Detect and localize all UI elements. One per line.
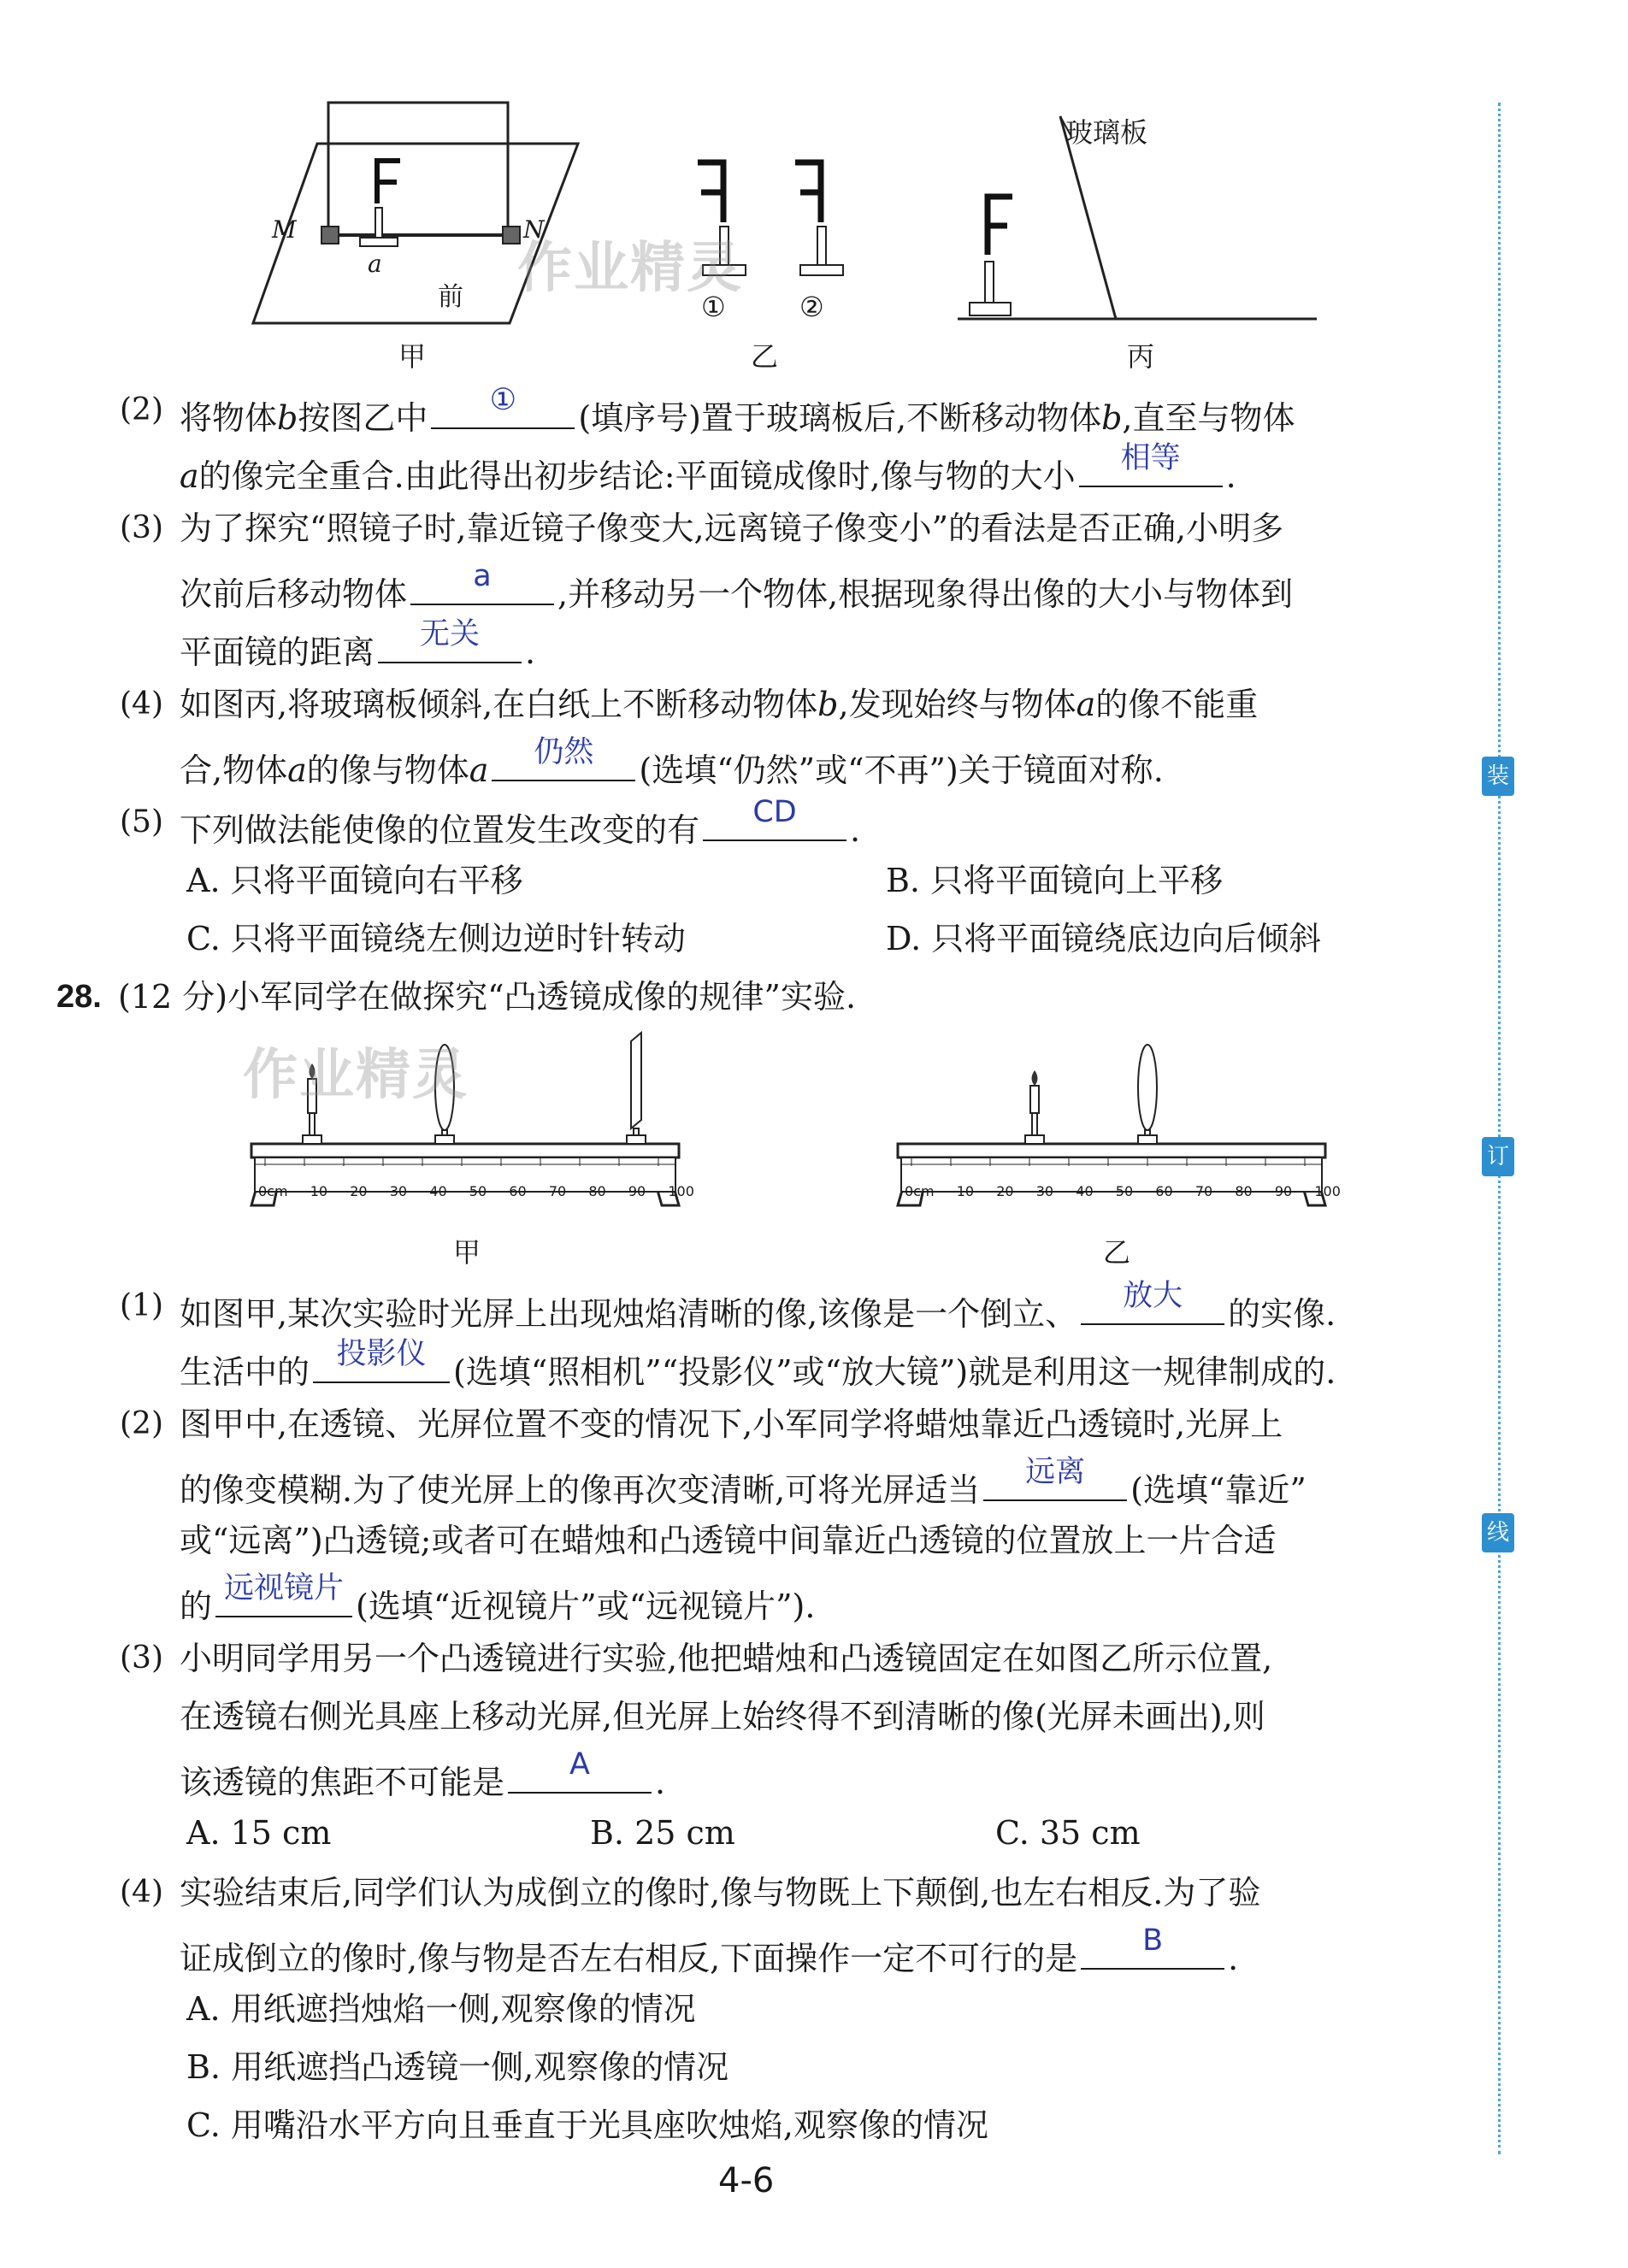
caption-jia: 甲 bbox=[398, 340, 427, 373]
q27-p4-line2: 合,物体a的像与物体a 仍然 (选填“仍然”或“不再”)关于镜面对称. bbox=[180, 735, 1164, 789]
q27-option-b: B. 只将平面镜向上平移 bbox=[886, 862, 1224, 899]
q28-p3-line3: 该透镜的焦距不可能是 A . bbox=[180, 1747, 666, 1801]
tick-label: 40 bbox=[429, 1183, 447, 1199]
label-glass: 玻璃板 bbox=[1065, 116, 1148, 149]
q28-p4-option-a: A. 用纸遮挡烛焰一侧,观察像的情况 bbox=[186, 1990, 696, 2028]
tick-label: 100 bbox=[668, 1183, 694, 1199]
answer-blank[interactable]: 远离 bbox=[983, 1460, 1127, 1501]
q27-option-c: C. 只将平面镜绕左侧边逆时针转动 bbox=[186, 920, 686, 957]
q27-p4-num: (4) bbox=[120, 686, 163, 722]
q28-p2-line4: 的 远视镜片 (选填“近视镜片”或“远视镜片”). bbox=[180, 1571, 816, 1625]
tick-label: 100 bbox=[1314, 1183, 1341, 1199]
tick-label: 40 bbox=[1076, 1183, 1094, 1199]
watermark-2: 作业精灵 bbox=[243, 1044, 469, 1107]
answer-blank[interactable]: 仍然 bbox=[492, 740, 635, 781]
q28-p3-line2: 在透镜右侧光具座上移动光屏,但光屏上始终得不到清晰的像(光屏未画出),则 bbox=[180, 1698, 1265, 1735]
q28-p4-num: (4) bbox=[120, 1875, 163, 1910]
tick-label: 10 bbox=[310, 1183, 328, 1199]
label-a: a bbox=[368, 250, 382, 278]
label-front: 前 bbox=[438, 282, 463, 312]
q27-p5-num: (5) bbox=[120, 804, 163, 839]
tick-label: 0cm bbox=[258, 1183, 288, 1199]
label-circle-2: ② bbox=[799, 291, 824, 323]
tick-label: 80 bbox=[1235, 1183, 1253, 1199]
q27-p3-num: (3) bbox=[120, 510, 163, 545]
caption-yi: 乙 bbox=[751, 340, 779, 373]
tick-label: 50 bbox=[469, 1183, 487, 1199]
answer-blank[interactable]: 远视镜片 bbox=[215, 1576, 352, 1617]
answer-blank[interactable]: a bbox=[410, 564, 554, 605]
side-tab-xian: 线 bbox=[1482, 1513, 1514, 1552]
q28-p1-line2: 生活中的 投影仪 (选填“照相机”“投影仪”或“放大镜”)就是利用这一规律制成的. bbox=[180, 1337, 1336, 1391]
q27-p2-line1: 将物体b按图乙中 ① (填序号)置于玻璃板后,不断移动物体b,直至与物体 bbox=[180, 383, 1295, 437]
tick-label: 90 bbox=[628, 1183, 646, 1199]
q27-p3-line1: 为了探究“照镜子时,靠近镜子像变大,远离镜子像变小”的看法是否正确,小明多 bbox=[180, 510, 1284, 547]
q27-p4-line1: 如图丙,将玻璃板倾斜,在白纸上不断移动物体b,发现始终与物体a的像不能重 bbox=[180, 686, 1259, 723]
q28-p3-line1: 小明同学用另一个凸透镜进行实验,他把蜡烛和凸透镜固定在如图乙所示位置, bbox=[180, 1640, 1273, 1677]
page-number: 4-6 bbox=[718, 2161, 775, 2200]
q28-p2-num: (2) bbox=[120, 1406, 163, 1441]
answer-blank[interactable]: B bbox=[1081, 1929, 1224, 1970]
tick-label: 50 bbox=[1115, 1183, 1134, 1199]
q27-p3-line2: 次前后移动物体 a ,并移动另一个物体,根据现象得出像的大小与物体到 bbox=[180, 559, 1294, 613]
tick-label: 20 bbox=[350, 1183, 368, 1199]
q28-p2-line1: 图甲中,在透镜、光屏位置不变的情况下,小军同学将蜡烛靠近凸透镜时,光屏上 bbox=[180, 1405, 1283, 1443]
caption-bing: 丙 bbox=[1127, 340, 1155, 373]
q28-p3-option-c: C. 35 cm bbox=[995, 1814, 1141, 1852]
q28-p4-line2: 证成倒立的像时,像与物是否左右相反,下面操作一定不可行的是 B . bbox=[180, 1923, 1239, 1977]
answer-blank[interactable]: 相等 bbox=[1079, 446, 1223, 487]
label-m: M bbox=[272, 215, 297, 244]
ruler-labels-jia bbox=[258, 1183, 694, 1199]
q28-intro: (12 分)小军同学在做探究“凸透镜成像的规律”实验. bbox=[118, 978, 857, 1016]
side-tab-ding: 订 bbox=[1482, 1137, 1514, 1176]
q28-p3-option-b: B. 25 cm bbox=[590, 1814, 735, 1852]
label-circle-1: ① bbox=[701, 291, 726, 323]
q27-option-d: D. 只将平面镜绕底边向后倾斜 bbox=[886, 920, 1322, 957]
tick-label: 90 bbox=[1274, 1183, 1293, 1199]
q27-p5-line1: 下列做法能使像的位置发生改变的有 CD . bbox=[180, 795, 861, 849]
q28-p4-option-b: B. 用纸遮挡凸透镜一侧,观察像的情况 bbox=[186, 2048, 729, 2086]
q28-p4-option-c: C. 用嘴沿水平方向且垂直于光具座吹烛焰,观察像的情况 bbox=[186, 2106, 988, 2144]
binding-line bbox=[1498, 103, 1501, 2154]
answer-blank[interactable]: 无关 bbox=[378, 622, 522, 663]
tick-label: 60 bbox=[1155, 1183, 1173, 1199]
q28-p3-option-a: A. 15 cm bbox=[186, 1814, 332, 1852]
answer-blank[interactable]: CD bbox=[703, 800, 846, 841]
answer-blank[interactable]: ① bbox=[431, 388, 575, 429]
q27-p2-num: (2) bbox=[120, 392, 163, 427]
tick-label: 80 bbox=[588, 1183, 606, 1199]
q28-p4-line1: 实验结束后,同学们认为成倒立的像时,像与物既上下颠倒,也左右相反.为了验 bbox=[180, 1874, 1261, 1912]
q28-p1-line1: 如图甲,某次实验时光屏上出现烛焰清晰的像,该像是一个倒立、 放大 的实像. bbox=[180, 1279, 1336, 1333]
tick-label: 70 bbox=[548, 1183, 567, 1199]
tick-label: 70 bbox=[1194, 1183, 1213, 1199]
caption-bench-yi: 乙 bbox=[1103, 1236, 1131, 1269]
q28-p1-num: (1) bbox=[120, 1288, 163, 1323]
answer-blank[interactable]: 放大 bbox=[1081, 1284, 1224, 1325]
tick-label: 20 bbox=[996, 1183, 1014, 1199]
q28-number: 28. bbox=[56, 979, 102, 1015]
answer-blank[interactable]: A bbox=[508, 1753, 652, 1794]
caption-bench-jia: 甲 bbox=[453, 1236, 481, 1269]
tick-label: 30 bbox=[389, 1183, 408, 1199]
tick-label: 60 bbox=[509, 1183, 527, 1199]
q27-p2-line2: a的像完全重合.由此得出初步结论:平面镜成像时,像与物的大小 相等 . bbox=[180, 441, 1236, 495]
q28-p3-num: (3) bbox=[120, 1641, 163, 1676]
q28-p2-line2: 的像变模糊.为了使光屏上的像再次变清晰,可将光屏适当 远离 (选填“靠近” bbox=[180, 1455, 1307, 1509]
tick-label: 0cm bbox=[905, 1183, 935, 1199]
side-tab-zhuang: 装 bbox=[1482, 757, 1514, 796]
answer-blank[interactable]: 投影仪 bbox=[313, 1342, 450, 1383]
watermark-1: 作业精灵 bbox=[517, 237, 743, 300]
q27-option-a: A. 只将平面镜向右平移 bbox=[186, 862, 523, 899]
label-n: N bbox=[523, 215, 545, 244]
tick-label: 30 bbox=[1035, 1183, 1054, 1199]
tick-label: 10 bbox=[956, 1183, 975, 1199]
q27-p3-line3: 平面镜的距离 无关 . bbox=[180, 617, 536, 671]
ruler-labels-yi bbox=[905, 1183, 1341, 1199]
q28-p2-line3: 或“远离”)凸透镜;或者可在蜡烛和凸透镜中间靠近凸透镜的位置放上一片合适 bbox=[180, 1522, 1277, 1559]
